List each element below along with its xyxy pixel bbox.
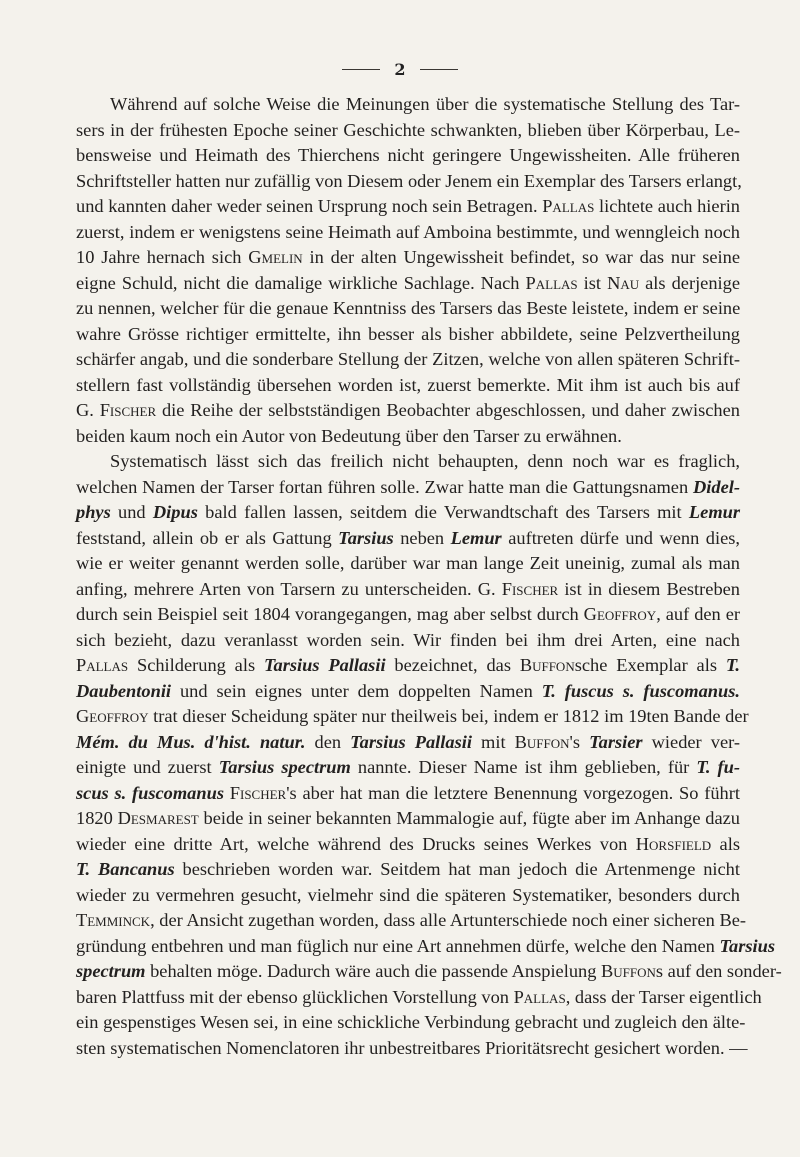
text-line bbox=[76, 577, 740, 603]
page-header bbox=[0, 58, 800, 80]
text-line bbox=[76, 526, 740, 552]
text-line bbox=[76, 271, 740, 297]
text-segment: stellern fast vollständig übersehen worden ist, zuerst bemerkte. Mit ihm ist auch bis auf bbox=[76, 374, 740, 395]
text-segment: Tarsius Pallasii bbox=[350, 731, 472, 752]
text-line bbox=[76, 857, 740, 883]
text-segment: als bbox=[711, 833, 740, 854]
text-segment: mit bbox=[471, 731, 515, 752]
text-segment: spectrum bbox=[76, 961, 146, 981]
text-segment: Tarsius spectrum bbox=[218, 757, 351, 777]
text-segment: Fischer bbox=[229, 782, 287, 803]
text-segment: und kannten daher weder seinen Ursprung noch sein Betragen. bbox=[76, 196, 543, 216]
text-line bbox=[76, 704, 749, 730]
text-line bbox=[76, 169, 740, 195]
text-segment: Lemur bbox=[450, 527, 502, 548]
text-segment: behalten möge. Dadurch wäre auch die passende Anspielung bbox=[145, 961, 602, 981]
text-line bbox=[76, 806, 740, 832]
text-segment: wahre Grösse richtiger ermittelte, ihn besser als bisher abbildete, seine Pelzvertheilung bbox=[76, 323, 740, 344]
text-segment: Gmelin bbox=[248, 247, 303, 267]
text-line bbox=[76, 883, 740, 909]
text-segment: welchen Namen der Tarser fortan führen solle. Zwar hatte man die Gattungsnamen bbox=[76, 476, 694, 497]
text-segment: bald fallen lassen, seitdem die Verwandtschaft des Tarsers mit bbox=[197, 502, 689, 522]
text-segment: anfing, mehrere Arten von Tarsern zu unterscheiden. G. bbox=[76, 578, 502, 599]
text-line bbox=[76, 296, 740, 322]
text-segment: auftreten dürfe und wenn dies, bbox=[501, 527, 740, 548]
text-segment: beschrieben worden war. Seitdem hat man jedoch die Artenmenge nicht bbox=[174, 859, 740, 879]
text-line bbox=[76, 934, 776, 960]
text-segment: eigne Schuld, nicht die damalige wirkliche Sachlage. Nach bbox=[76, 272, 526, 293]
text-segment: und bbox=[110, 502, 153, 522]
text-segment: Buffon bbox=[514, 731, 570, 752]
text-segment: , dass der Tarser eigentlich bbox=[565, 986, 762, 1007]
text-segment: bensweise und Heimath des Thierchens nicht geringere Ungewissheiten. Alle früheren bbox=[76, 145, 740, 165]
text-segment: als derjenige bbox=[639, 272, 741, 293]
text-segment: Tarsius bbox=[719, 935, 776, 956]
body-text bbox=[76, 92, 782, 1061]
text-segment: T. fu- bbox=[696, 757, 741, 777]
text-segment: durch sein Beispiel seit 1804 vorangegangen, mag aber selbst durch bbox=[76, 604, 584, 624]
text-segment: neben bbox=[393, 527, 451, 548]
text-segment: Schilderung als bbox=[128, 655, 264, 675]
text-segment: den bbox=[305, 731, 351, 752]
text-segment: Pallas bbox=[76, 655, 129, 675]
text-segment: Tarsius Pallasii bbox=[263, 655, 386, 675]
text-segment: ist bbox=[577, 272, 608, 293]
text-segment: baren Plattfuss mit der ebenso glücklichen Vorstellung von bbox=[76, 986, 514, 1007]
text-segment: Fischer bbox=[99, 400, 157, 420]
text-line bbox=[76, 449, 740, 475]
text-segment: s auf den sonder- bbox=[655, 961, 782, 981]
text-segment: sten systematischen Nomenclatoren ihr unbestreitbares Prioritätsrecht gesichert worden. — bbox=[76, 1037, 748, 1058]
text-line bbox=[76, 755, 740, 781]
text-line bbox=[76, 143, 740, 169]
text-line bbox=[76, 551, 740, 577]
text-segment: die Reihe der selbstständigen Beobachter abgeschlossen, und daher zwischen bbox=[156, 400, 740, 420]
text-line bbox=[76, 475, 740, 501]
header-rule-right bbox=[420, 69, 458, 70]
text-line bbox=[76, 602, 740, 628]
text-segment: Temminck bbox=[76, 910, 151, 930]
text-line bbox=[76, 398, 740, 424]
text-segment: Lemur bbox=[688, 502, 741, 522]
text-segment: Geoffroy bbox=[76, 706, 149, 726]
text-line bbox=[76, 1036, 748, 1062]
text-segment: Nau bbox=[607, 272, 640, 293]
text-segment: bezeichnet, das bbox=[385, 655, 520, 675]
text-segment: und sein eignes unter dem doppelten Namen bbox=[171, 680, 542, 701]
text-line bbox=[76, 424, 740, 450]
text-line bbox=[76, 92, 740, 118]
text-line bbox=[76, 118, 740, 144]
header-rule-left bbox=[342, 69, 380, 70]
text-segment: Pallas bbox=[542, 196, 595, 216]
text-segment: eine bbox=[382, 935, 414, 956]
text-segment: beiden kaum noch ein Autor von Bedeutung über den Tarser zu erwähnen. bbox=[76, 425, 622, 446]
text-segment: T. fuscus s. fuscomanus. bbox=[541, 680, 740, 701]
text-segment: Didel- bbox=[693, 476, 740, 497]
text-line bbox=[76, 985, 762, 1011]
text-segment: Pallas bbox=[513, 986, 566, 1007]
text-segment: Art annehmen dürfe, welche den Namen bbox=[413, 935, 720, 956]
text-segment: zu nennen, welcher für die genaue Kenntniss des Tarsers das Beste leistete, indem er seine bbox=[76, 298, 741, 318]
text-line bbox=[76, 1010, 746, 1036]
text-segment: wieder ver- bbox=[642, 731, 740, 752]
text-segment: wieder zu vermehren gesucht, vielmehr sind die späteren Systematiker, besonders durch bbox=[76, 884, 740, 905]
text-segment: 1820 bbox=[76, 808, 118, 828]
text-segment: 10 Jahre hernach sich bbox=[76, 247, 249, 267]
text-segment: Schriftsteller hatten nur zufällig von Diesem oder Jenem ein Exemplar des Tarsers erlangt, bbox=[76, 170, 742, 191]
text-segment: Daubentonii bbox=[76, 680, 172, 701]
text-segment: Desmarest bbox=[117, 808, 199, 828]
text-line bbox=[76, 832, 740, 858]
text-segment: schärfer angab, und die sonderbare Stellung der Zitzen, welche von allen späteren Schrift- bbox=[76, 349, 740, 369]
text-line bbox=[76, 373, 740, 399]
text-line bbox=[76, 908, 747, 934]
text-line bbox=[76, 347, 740, 373]
text-segment: sich bezieht, dazu veranlasst worden sein. Wir finden bei ihm bbox=[76, 629, 575, 650]
text-segment: Horsfield bbox=[635, 833, 712, 854]
text-line bbox=[76, 730, 740, 756]
text-segment: drei bbox=[574, 629, 603, 650]
text-segment: wie er weiter genannt werden solle, darüber war man lange Zeit uneinig, zumal als man bbox=[76, 553, 740, 573]
text-segment: 's aber hat man die letztere Benennung vorgezogen. So führt bbox=[286, 782, 740, 803]
text-segment: sche Exemplar als bbox=[574, 655, 726, 675]
text-segment: phys bbox=[76, 502, 111, 522]
text-segment: scus s. fuscomanus bbox=[76, 782, 224, 803]
text-segment: gründung entbehren und man füglich nur bbox=[76, 935, 383, 956]
text-line bbox=[76, 628, 740, 654]
text-segment: ein gespenstiges Wesen sei, in eine schickliche Verbindung gebracht und zugleich den älte- bbox=[76, 1012, 746, 1032]
page-number: 2 bbox=[394, 59, 406, 79]
text-segment: Arten, eine nach bbox=[602, 629, 740, 650]
text-line bbox=[76, 500, 740, 526]
text-line bbox=[76, 781, 740, 807]
text-line bbox=[76, 653, 740, 679]
text-line bbox=[76, 194, 740, 220]
text-segment: feststand, allein ob er als Gattung bbox=[76, 527, 339, 548]
text-segment: Geoffroy bbox=[583, 604, 657, 624]
text-segment: Buffon bbox=[519, 655, 575, 675]
text-line bbox=[76, 245, 740, 271]
text-segment: wieder eine dritte Art, welche während des Drucks seines Werkes von bbox=[76, 833, 636, 854]
text-segment: ist in diesem Bestreben bbox=[558, 578, 740, 599]
text-line bbox=[76, 220, 740, 246]
text-segment: Fischer bbox=[501, 578, 559, 599]
text-segment: Systematisch lässt sich das freilich nicht behaupten, denn noch war es fraglich, bbox=[110, 451, 740, 471]
text-segment: Während auf solche Weise die Meinungen über die systematische Stellung des Tar- bbox=[110, 94, 740, 114]
text-segment: zuerst, indem er wenigstens seine Heimath auf Amboina bestimmte, und wenngleich noch bbox=[76, 221, 740, 242]
text-segment: einigte und zuerst bbox=[76, 757, 219, 777]
text-segment: Dipus bbox=[152, 502, 198, 522]
text-segment: T. Bancanus bbox=[76, 859, 175, 879]
text-segment: in der alten Ungewissheit befindet, so war das nur seine bbox=[302, 247, 740, 267]
text-segment: , der Ansicht zugethan worden, dass alle Artunterschiede noch einer sicheren Be- bbox=[150, 910, 747, 930]
text-segment: beide in seiner bekannten Mammalogie auf, fügte aber im Anhange dazu bbox=[198, 808, 740, 828]
text-line bbox=[76, 959, 782, 985]
text-segment: nannte. Dieser Name ist ihm geblieben, für bbox=[350, 757, 697, 777]
text-line bbox=[76, 322, 740, 348]
text-segment: sers in der frühesten Epoche seiner Geschichte schwankten, blieben über Körperbau, Le- bbox=[76, 119, 740, 140]
text-segment: , auf den er bbox=[656, 604, 740, 624]
text-segment: T. bbox=[725, 655, 740, 675]
text-segment: lichtete auch hierin bbox=[594, 196, 741, 216]
text-segment: 's bbox=[569, 731, 590, 752]
text-segment: Mém. du Mus. d'hist. natur. bbox=[76, 731, 306, 752]
text-segment: Buffon bbox=[601, 961, 656, 981]
text-segment: Tarsius bbox=[338, 527, 394, 548]
text-segment: G. bbox=[76, 400, 100, 420]
text-segment: Tarsier bbox=[589, 731, 643, 752]
text-segment: Pallas bbox=[525, 272, 578, 293]
text-segment: trat dieser Scheidung später nur theilweis bei, indem er 1812 im 19ten Bande der bbox=[148, 706, 749, 726]
text-line bbox=[76, 679, 740, 705]
